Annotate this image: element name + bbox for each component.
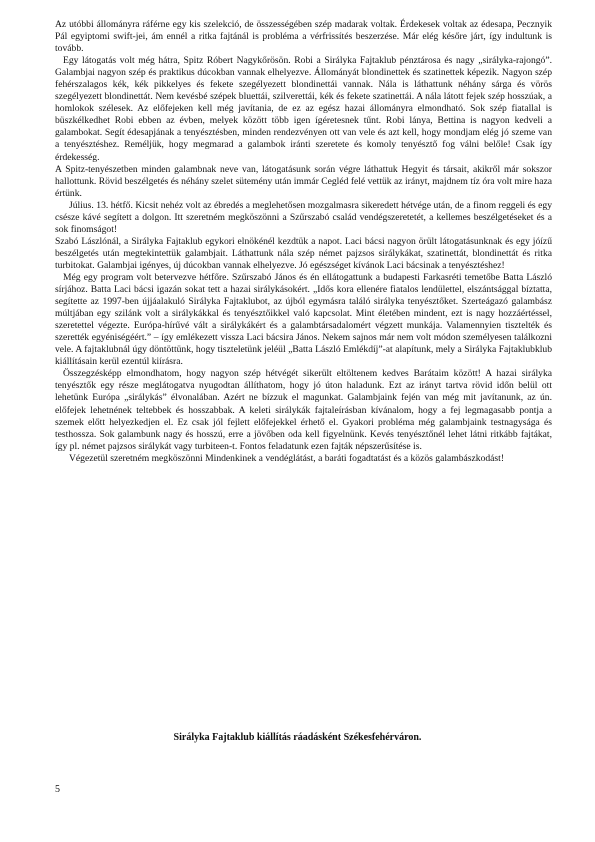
paragraph: Összegzésképp elmondhatom, hogy nagyon szép hétvégét sikerült eltöltenem kedves Barátaim között! A hazai sirályka tenyésztők egy része meglátogatva nyugodtan állíthatom, hogy jó úton haladunk. Ezt az irányt tartva rövid időn belül ott lehetünk Európa „sirálykás” élvonalában. Azért ne bízzuk el magunkat. Galambjaink fején van még mit javítanunk, az ún. előfejek lehetnének teltebbek és hosszabbak. A keleti sirálykák fajtaleírásban kívánalom, hogy a fej legmagasabb pontja a szemek előtt helyezkedjen el. Ez csak jól fejlett előfejekkel érhető el. Gyakori probléma még galambjaink testnagysága és testhossza. Sok galambunk nagy és hosszú, erre a jövőben oda kell figyelnünk. Kevés tenyésztőnél lehet látni ritkább fajtákat, így pl. német pajzsos sirálykát vagy turbiteen-t. Fontos feladatunk ezen fajták népszerűsítése is.: [55, 368, 552, 452]
paragraph: Szabó Lászlónál, a Sirályka Fajtaklub egykori elnökénél kezdtük a napot. Laci bácsi nagyon örült látogatásunknak és egy jóízű beszélgetés után megtekintettük galambjait. Láthattunk nála szép német pajzsos sirálykákat, szatinettát, blondinettát és ritka turbitokat. Galambjai igényes, új dúcokban vannak elhelyezve. Jó egészséget kívánok Laci bácsinak a tenyésztéshez!: [55, 235, 552, 271]
paragraph: Még egy program volt betervezve hétfőre. Szűrszabó János és én ellátogattunk a budapesti Farkasréti temetőbe Batta László sírjához. Batta Laci bácsi igazán sokat tett a hazai sirálykásokért. „Idős kora ellenére fiatalos lendülettel, elszántsággal bíztatta, segítette az 1997-ben újjáalakuló Sirályka Fajtaklubot, az újból egymásra találó sirályka tenyésztőket. Szerteágazó galambász múltjában egy szilánk volt a sirálykákkal és tenyésztőikkel való kapcsolat. Mint életében mindent, ezt is nagy hozzáértéssel, szeretettel végezte. Európa-hírűvé vált a sirálykákért és a galambtársadalomért végzett munkája. Valamennyien tisztelték és szerették egyéniségéért.” – így emlékezett vissza Laci bácsira János. Nekem sajnos már nem volt módon személyesen találkozni vele. A fajtaklubnál úgy döntöttünk, hogy tiszteletünk jeléül „Batta László Emlékdíj”-at alapítunk, mely a Sirályka Fajtaklubklub kiállításain kerül ezentúl kiírásra.: [55, 271, 552, 368]
paragraph: Július. 13. hétfő. Kicsit nehéz volt az ébredés a meglehetősen mozgalmasra sikeredett hétvége után, de a finom reggeli és egy csésze kávé segített a dolgon. Itt szeretném megköszönni a Szűrszabó család vendégszeretetét, a kellemes beszélgetéseket és a sok finomságot!: [55, 199, 552, 235]
photo-caption: Sirályka Fajtaklub kiállítás ráadásként Székesfehérváron.: [173, 732, 422, 743]
paragraph: A Spitz-tenyészetben minden galambnak neve van, látogatásunk során végre láthattuk Hegyit és társait, akikről már sokszor hallottunk. Rövid beszélgetés és néhány szelet sütemény után immár Cegléd felé vettük az irányt, majdnem tíz óra volt mire haza értünk.: [55, 163, 552, 199]
paragraph: Az utóbbi állományra ráférne egy kis szelekció, de összességében szép madarak voltak. Érdekesek voltak az édesapa, Pecznyik Pál egyiptomi swift-jei, ám ennél a ritka fajtánál is probléma a vérfrissítés beszerzése. Már elég későre járt, így indultunk is tovább.: [55, 19, 552, 55]
article-body: [55, 19, 552, 465]
page-number: 5: [55, 784, 60, 795]
paragraph: Egy látogatás volt még hátra, Spitz Róbert Nagykőrösön. Robi a Sirályka Fajtaklub pénztárosa és nagy „sirályka-rajongó”. Galambjai nagyon szép és praktikus dúcokban vannak elhelyezve. Állományát blondinettek és szatinettek képezik. Nagyon szép fehérszalagos kék, kék pikkelyes és fekete szegélyezett blondinettái vannak. Nála is láthattunk néhány sárga és vörös szegélyezett blondinettát. Nem kevésbé szépek bluettái, szilverettái, kék és fekete szatinettái. A nála látott fejek szép hosszúak, a homlokok szélesek. Az előfejeken kell még javítania, de ez az egész hazai állományra elmondható. Sok szép fiatallal is büszkélkedhet Robi ebben az évben, melyek között több igen ígéretesnek tűnt. Robi lánya, Bettina is nagyon kedveli a galambokat. Segít édesapjának a tenyésztésben, minden rendezvényen ott van vele és azt kell, hogy mondjam elég jó szeme van a tenyésztéshez. Reméljük, hogy megmarad a galambok iránti szeretete és komoly tenyésztő fog válni belőle! Csak így érdekesség.: [55, 55, 552, 163]
paragraph: Végezetül szeretném megköszönni Mindenkinek a vendéglátást, a baráti fogadtatást és a közös galambászkodást!: [69, 452, 505, 464]
